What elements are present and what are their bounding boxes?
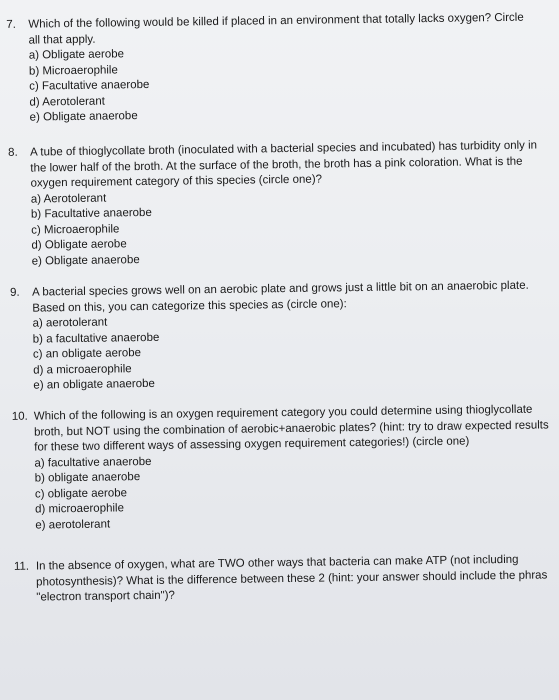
question-number: 10.	[11, 410, 28, 423]
answer-option: d) Obligate aerobe	[31, 238, 127, 252]
answer-option: a) aerotolerant	[32, 316, 108, 330]
question-stem: A bacterial species grows well on an aerobic plate and grows just a little bit on an anaerobic plate. Based on this, you can categorize this species as (circle one):	[32, 279, 529, 315]
question-number: 7.	[6, 18, 17, 31]
question-stem: In the absence of oxygen, what are TWO other ways that bacteria can make ATP (not including photosynthesis)? What is the difference between these 2 (hint: your answer should include the phras "electron transport chain")?	[35, 553, 548, 604]
question-number: 11.	[13, 560, 30, 573]
answer-option: e) aerotolerant	[35, 518, 111, 532]
answer-option: d) a microaerophile	[33, 362, 132, 377]
answer-option: b) obligate anaerobe	[34, 471, 141, 485]
question-9	[10, 278, 541, 394]
question-10	[12, 402, 559, 534]
answer-option: a) Aerotolerant	[30, 192, 107, 206]
question-stem: Which of the following would be killed if placed in an environment that totally lacks oxygen? Circle all that apply.	[28, 11, 524, 47]
answer-option: a) Obligate aerobe	[28, 48, 125, 62]
answer-option: b) Microaerophile	[28, 63, 118, 78]
question-number: 8.	[8, 146, 18, 159]
answer-option: e) an obligate anaerobe	[33, 377, 155, 392]
answer-option: e) Obligate anaerobe	[29, 110, 138, 124]
answer-option: a) facultative anaerobe	[34, 455, 152, 470]
answer-option: c) Facultative anaerobe	[29, 78, 150, 93]
question-stem: A tube of thioglycollate broth (inoculated with a bacterial species and incubated) has turbidity only in the lower half of the broth. At the surface of the broth, the broth has a pink coloration. What is the oxygen requirement category of this species (circle one)?	[30, 139, 538, 190]
answer-option: c) Microaerophile	[31, 222, 120, 237]
question-number: 9.	[10, 286, 20, 299]
answer-option: c) obligate aerobe	[34, 486, 128, 501]
question-8	[8, 139, 540, 270]
answer-option: e) Obligate anaerobe	[31, 253, 140, 268]
question-7	[6, 11, 537, 127]
answer-option: d) microaerophile	[35, 502, 125, 516]
answer-option: b) Facultative anaerobe	[30, 206, 152, 221]
answer-option: b) a facultative anaerobe	[32, 331, 160, 346]
answer-option: d) Aerotolerant	[29, 95, 105, 109]
answer-option: c) an obligate aerobe	[32, 347, 142, 361]
question-11	[14, 552, 559, 606]
question-stem: Which of the following is an oxygen requirement category you could determine using thioglycollate broth, but NOT using the combination of aerobic+anaerobic plates? (hint: try to draw expected results for these two different ways of assessing oxygen requirement categories!) (circle one)	[33, 403, 549, 454]
